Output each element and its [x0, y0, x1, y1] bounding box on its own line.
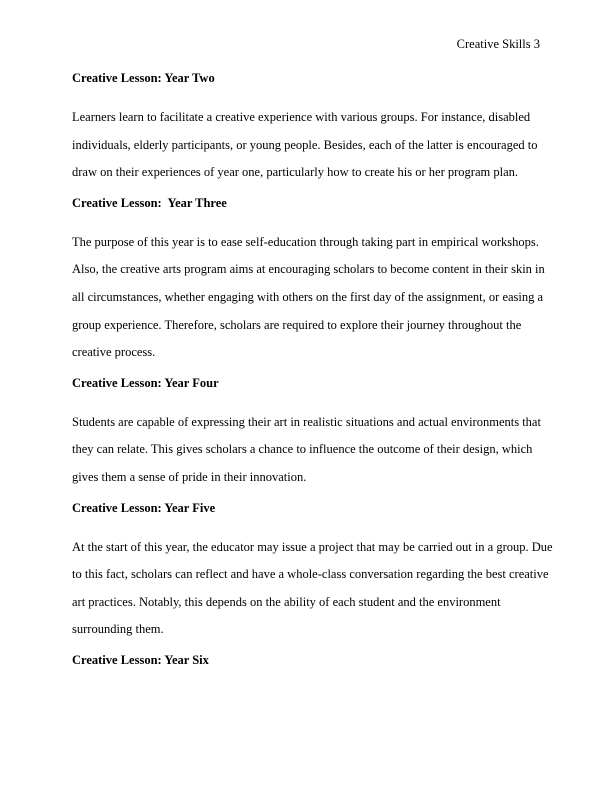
paragraph-year-two [72, 104, 540, 187]
section-heading-year-three: Creative Lesson: Year Three [72, 195, 227, 210]
paragraph-line: all circumstances, whether engaging with others on the first day of the assignment, or easing a [72, 289, 544, 304]
section-heading-year-five: Creative Lesson: Year Five [72, 500, 216, 515]
section-heading-year-four: Creative Lesson: Year Four [72, 375, 219, 390]
paragraph-line: to this fact, scholars can reflect and have a whole-class conversation regarding the best creative [72, 567, 549, 582]
section-heading-year-two: Creative Lesson: Year Two [72, 71, 215, 85]
paragraph-line: group experience. Therefore, scholars are required to explore their journey throughout the [72, 317, 522, 332]
section-heading-year-six: Creative Lesson: Year Six [72, 652, 209, 667]
paragraph-line: The purpose of this year is to ease self-education through taking part in empirical workshops. [72, 234, 539, 249]
paragraph-line: they can relate. This gives scholars a chance to influence the outcome of their design, which [72, 442, 533, 457]
paragraph-line: draw on their experiences of year one, particularly how to create his or her program plan. [72, 165, 518, 180]
paragraph-year-four [72, 409, 540, 492]
paragraph-line: art practices. Notably, this depends on the ability of each student and the environment [72, 594, 501, 609]
paragraph-line: creative process. [72, 345, 156, 360]
running-head: Creative Skills 3 [456, 37, 540, 51]
paragraph-year-three [72, 229, 545, 367]
paragraph-line: individuals, elderly participants, or young people. Besides, each of the latter is encouraged to [72, 137, 538, 152]
paragraph-line: Learners learn to facilitate a creative experience with various groups. For instance, disabled [72, 110, 531, 124]
paragraph-year-five [72, 534, 553, 644]
paragraph-line: gives them a sense of pride in their innovation. [72, 469, 307, 484]
paragraph-line: surrounding them. [72, 622, 164, 637]
paragraph-line: Also, the creative arts program aims at encouraging scholars to become content in their skin in [72, 262, 545, 277]
paragraph-line: At the start of this year, the educator may issue a project that may be carried out in a group. Due [72, 539, 553, 554]
document-body [72, 69, 553, 686]
paragraph-line: Students are capable of expressing their art in realistic situations and actual environments that [72, 414, 541, 429]
